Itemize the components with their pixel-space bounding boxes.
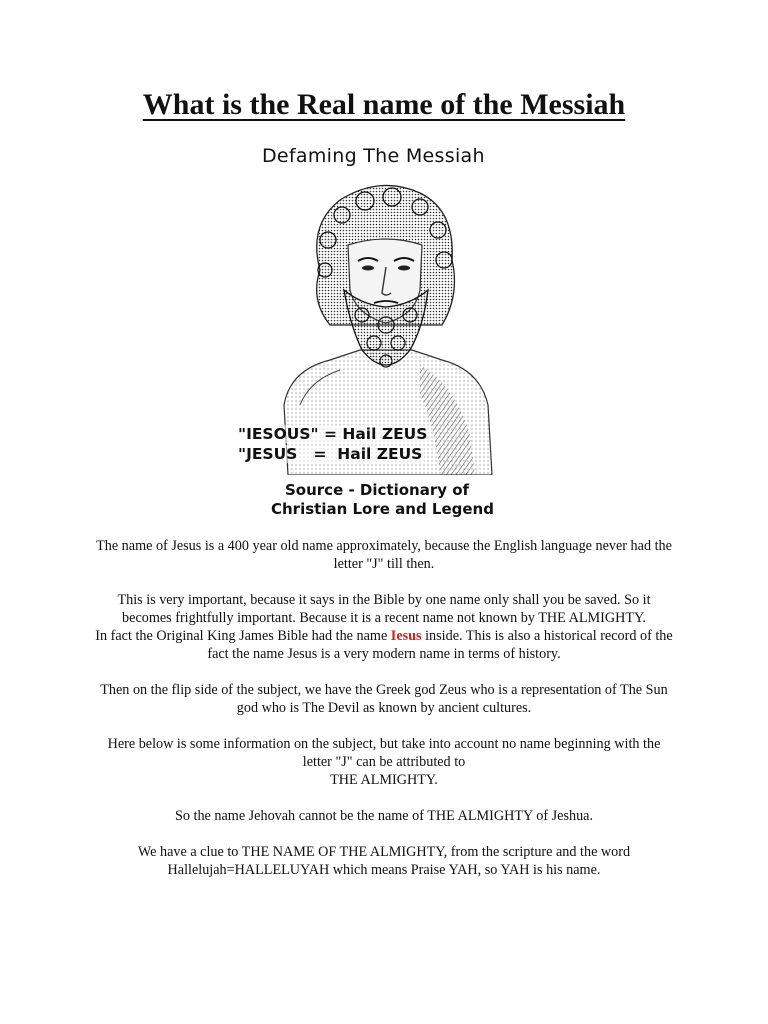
iesous-equation: "IESOUS" = Hail ZEUS bbox=[238, 425, 428, 443]
page-title: What is the Real name of the Messiah bbox=[142, 88, 626, 121]
paragraph-information bbox=[94, 735, 674, 789]
jesus-equation: "JESUS = Hail ZEUS bbox=[238, 445, 423, 463]
information-line-1: Here below is some information on the subject, but take into account no name beginning with the letter "J" can be attributed to bbox=[107, 736, 661, 770]
paragraph-zeus: Then on the flip side of the subject, we have the Greek god Zeus who is a representation of The Sun god who is The Devil as known by ancient cultures. bbox=[100, 682, 668, 716]
paragraph-letter-j: The name of Jesus is a 400 year old name approximately, because the English language never had the letter "J" till then. bbox=[96, 538, 672, 572]
iesus-highlight: Iesus bbox=[390, 628, 422, 644]
source-line-1: Source - Dictionary of bbox=[285, 481, 470, 499]
zeus-figure bbox=[222, 140, 512, 525]
information-line-2: THE ALMIGHTY. bbox=[330, 772, 438, 788]
paragraph-importance: This is very important, because it says in the Bible by one name only shall you be saved. So it becomes frightfully important. Because it is a recent name not known by THE ALMIGHTY. bbox=[117, 592, 651, 626]
article-body bbox=[94, 537, 674, 897]
figure-title: Defaming The Messiah bbox=[262, 145, 485, 167]
king-james-text-after: inside. This is also a historical record of the fact the name Jesus is a very modern name in terms of history. bbox=[207, 628, 673, 662]
king-james-text-before: In fact the Original King James Bible had the name bbox=[95, 628, 391, 644]
paragraph-yah: We have a clue to THE NAME OF THE ALMIGHTY, from the scripture and the word Hallelujah=HALLELUYAH which means Praise YAH, so YAH is his name. bbox=[137, 844, 631, 878]
paragraph-king-james bbox=[94, 627, 674, 663]
paragraph-jehovah: So the name Jehovah cannot be the name of THE ALMIGHTY of Jeshua. bbox=[174, 808, 594, 824]
source-line-2: Christian Lore and Legend bbox=[271, 500, 494, 518]
